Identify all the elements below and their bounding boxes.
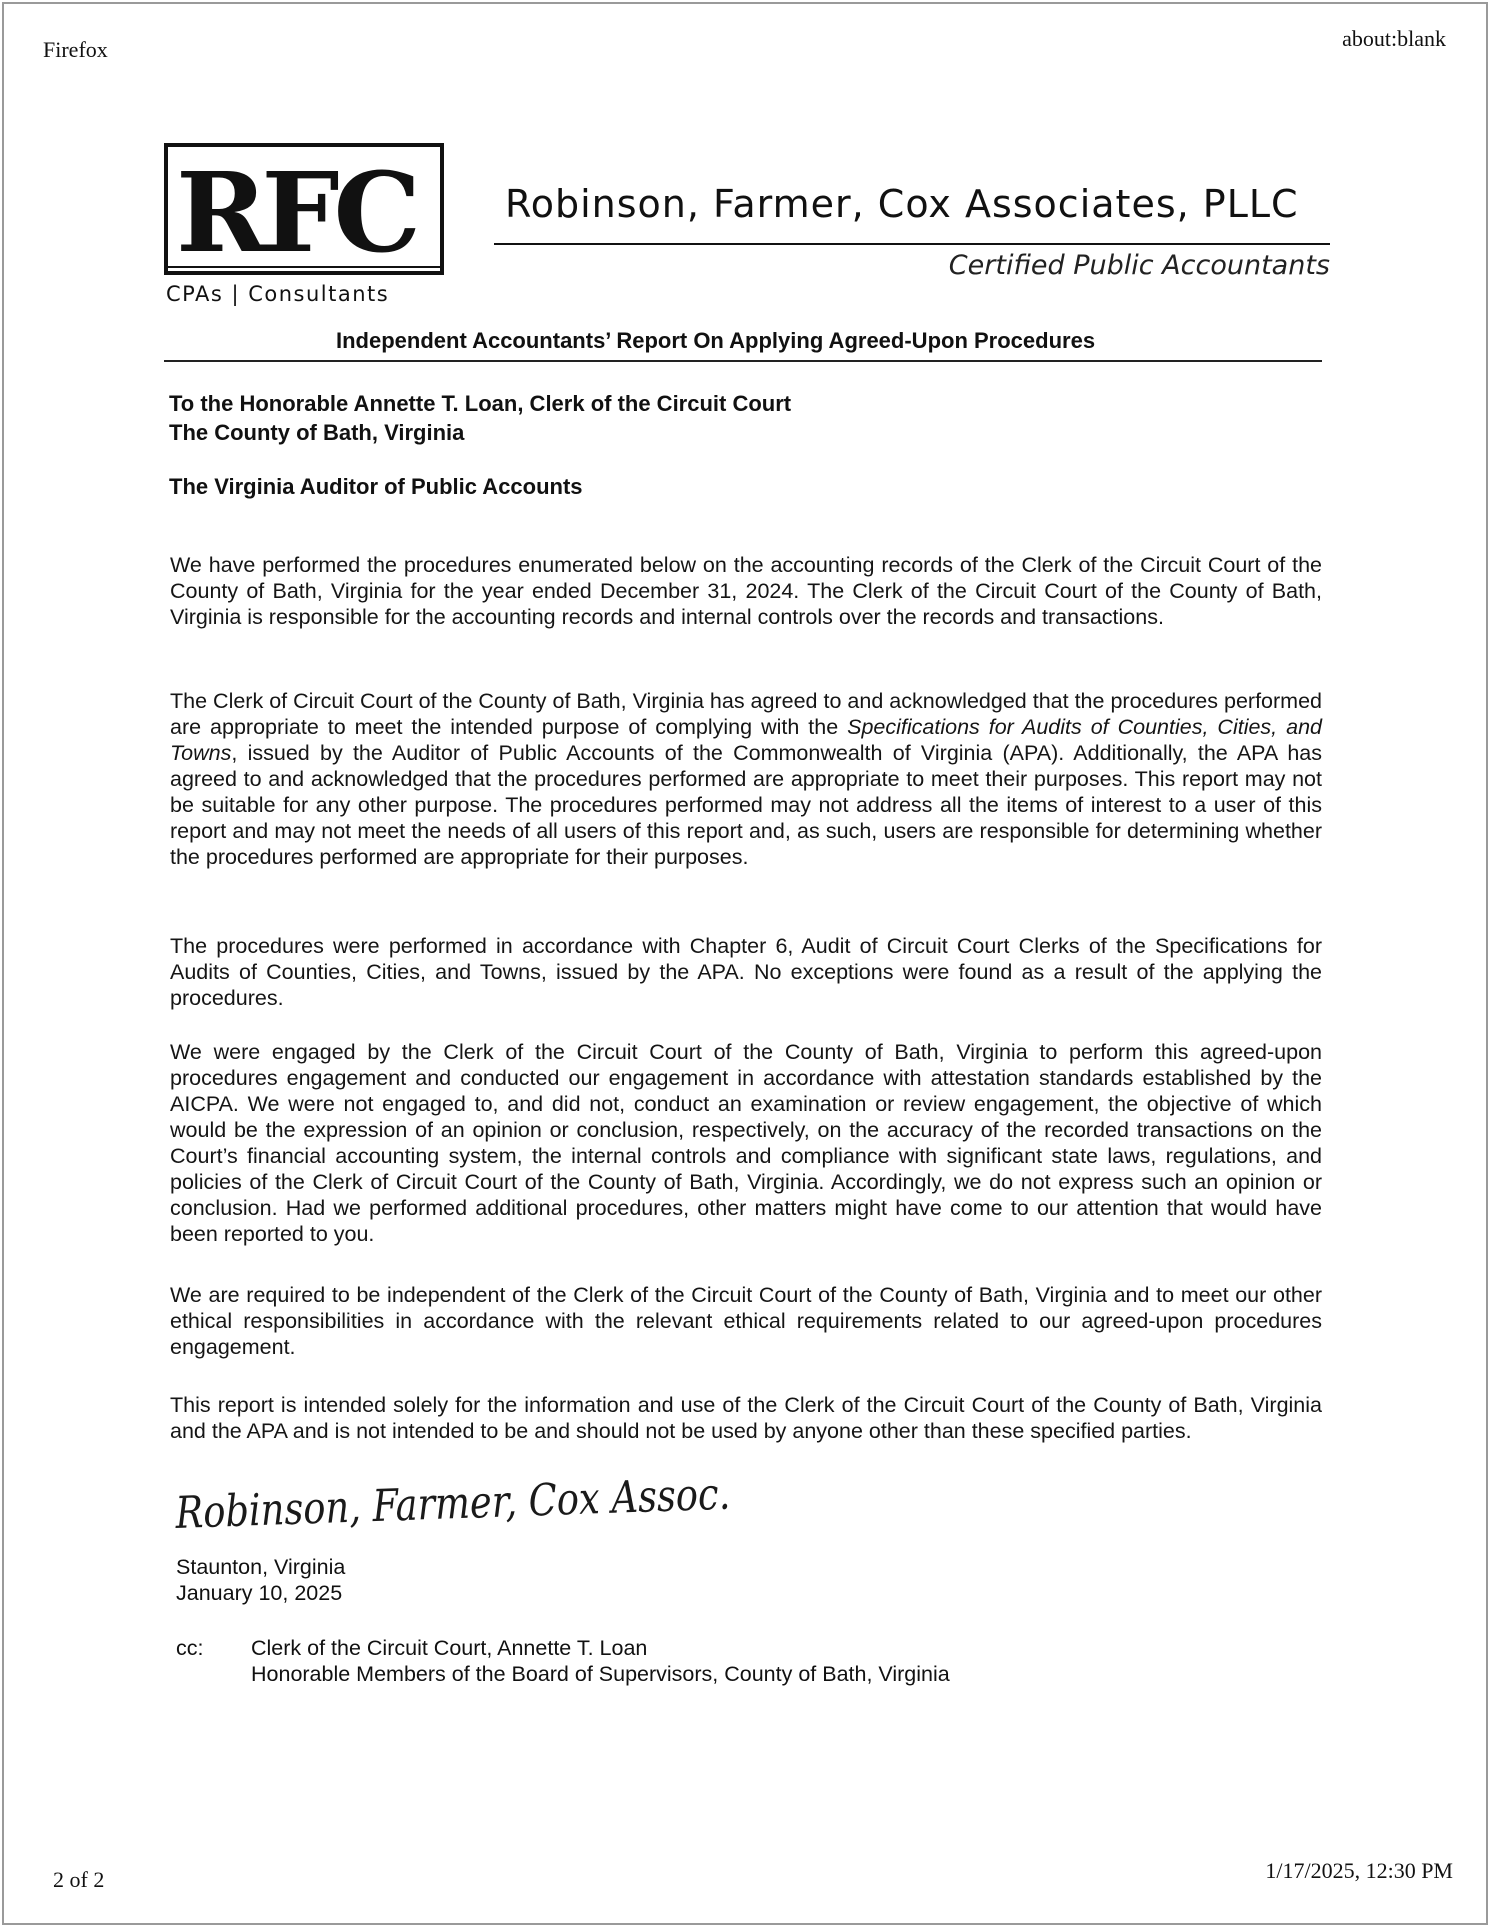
browser-app-name: Firefox (43, 37, 108, 62)
firm-name: Robinson, Farmer, Cox Associates, PLLC (505, 182, 1299, 226)
report-title: Independent Accountants’ Report On Applying Agreed-Upon Procedures (336, 328, 1096, 353)
specifications-citation: Specifications for Audits of Counties, Cities, and Towns (170, 715, 1322, 765)
logo-subtitle: CPAs | Consultants (166, 282, 390, 306)
svg-text:RFC: RFC (176, 148, 416, 277)
body-paragraph: The Clerk of Circuit Court of the County of Bath, Virginia has agreed to and acknowledged that the procedures performed are appropriate to meet the intended purpose of complying with the Specifications for Audits of Counties, Cities, and Towns, issued by the Auditor of Public Accounts of the Commonwealth of Virginia (APA). Additionally, the APA has agreed to and acknowledged that the procedures performed are appropriate to meet their purposes. This report may not be suitable for any other purpose. The procedures performed may not address all the items of interest to a user of this report and may not meet the needs of all users of this report and, as such, users are responsible for determining whether the procedures performed are appropriate for their purposes. (170, 689, 1322, 869)
browser-url: about:blank (1342, 26, 1446, 51)
print-timestamp: 1/17/2025, 12:30 PM (1265, 1858, 1453, 1883)
body-paragraph: The procedures were performed in accordance with Chapter 6, Audit of Circuit Court Clerks of the Specifications for Audits of Counties, Cities, and Towns, issued by the APA. No exceptions were found as a result of the applying the procedures. (170, 934, 1322, 1010)
body-paragraph: We have performed the procedures enumerated below on the accounting records of the Clerk of the Circuit Court of the County of Bath, Virginia for the year ended December 31, 2024. The Clerk of the Circuit Court of the County of Bath, Virginia is responsible for the accounting records and internal controls over the records and transactions. (170, 553, 1322, 629)
cc-recipient: Honorable Members of the Board of Supervisors, County of Bath, Virginia (251, 1662, 950, 1686)
addressee-line: The County of Bath, Virginia (169, 420, 465, 445)
title-divider (164, 360, 1322, 362)
body-paragraph: We were engaged by the Clerk of the Circuit Court of the County of Bath, Virginia to perform this agreed-upon procedures engagement and conducted our engagement in accordance with attestation standards established by the AICPA. We were not engaged to, and did not, conduct an examination or review engagement, the objective of which would be the expression of an opinion or conclusion, respectively, on the accuracy of the recorded transactions on the Court’s financial accounting system, the internal controls and compliance with significant state laws, regulations, and policies of the Clerk of Circuit Court of the County of Bath, Virginia. Accordingly, we do not express such an opinion or conclusion. Had we performed additional procedures, other matters might have come to our attention that would have been reported to you. (170, 1040, 1322, 1246)
sign-location: Staunton, Virginia (176, 1555, 346, 1579)
body-paragraph: We are required to be independent of the Clerk of the Circuit Court of the County of Bath, Virginia and to meet our other ethical responsibilities in accordance with the relevant ethical requirements related to our agreed-upon procedures engagement. (170, 1283, 1322, 1359)
firm-divider (494, 243, 1330, 245)
addressee-block (169, 389, 791, 447)
handwritten-signature (174, 1464, 840, 1546)
sign-date: January 10, 2025 (176, 1581, 343, 1605)
signature-location-date (176, 1554, 345, 1606)
addressee-line: To the Honorable Annette T. Loan, Clerk of the Circuit Court (169, 391, 792, 416)
cc-recipient: Clerk of the Circuit Court, Annette T. Loan (251, 1636, 648, 1660)
svg-text:Robinson, Farmer, Cox Assoc.: Robinson, Farmer, Cox Assoc. (174, 1464, 840, 1539)
cc-label: cc: (176, 1636, 204, 1660)
firm-tagline: Certified Public Accountants (948, 250, 1330, 281)
rfc-logo (164, 143, 444, 277)
page-counter: 2 of 2 (53, 1867, 105, 1892)
body-paragraph: This report is intended solely for the information and use of the Clerk of the Circuit Court of the County of Bath, Virginia and the APA and is not intended to be and should not be used by anyone other than these specified parties. (170, 1393, 1322, 1443)
addressee-secondary: The Virginia Auditor of Public Accounts (169, 474, 583, 499)
